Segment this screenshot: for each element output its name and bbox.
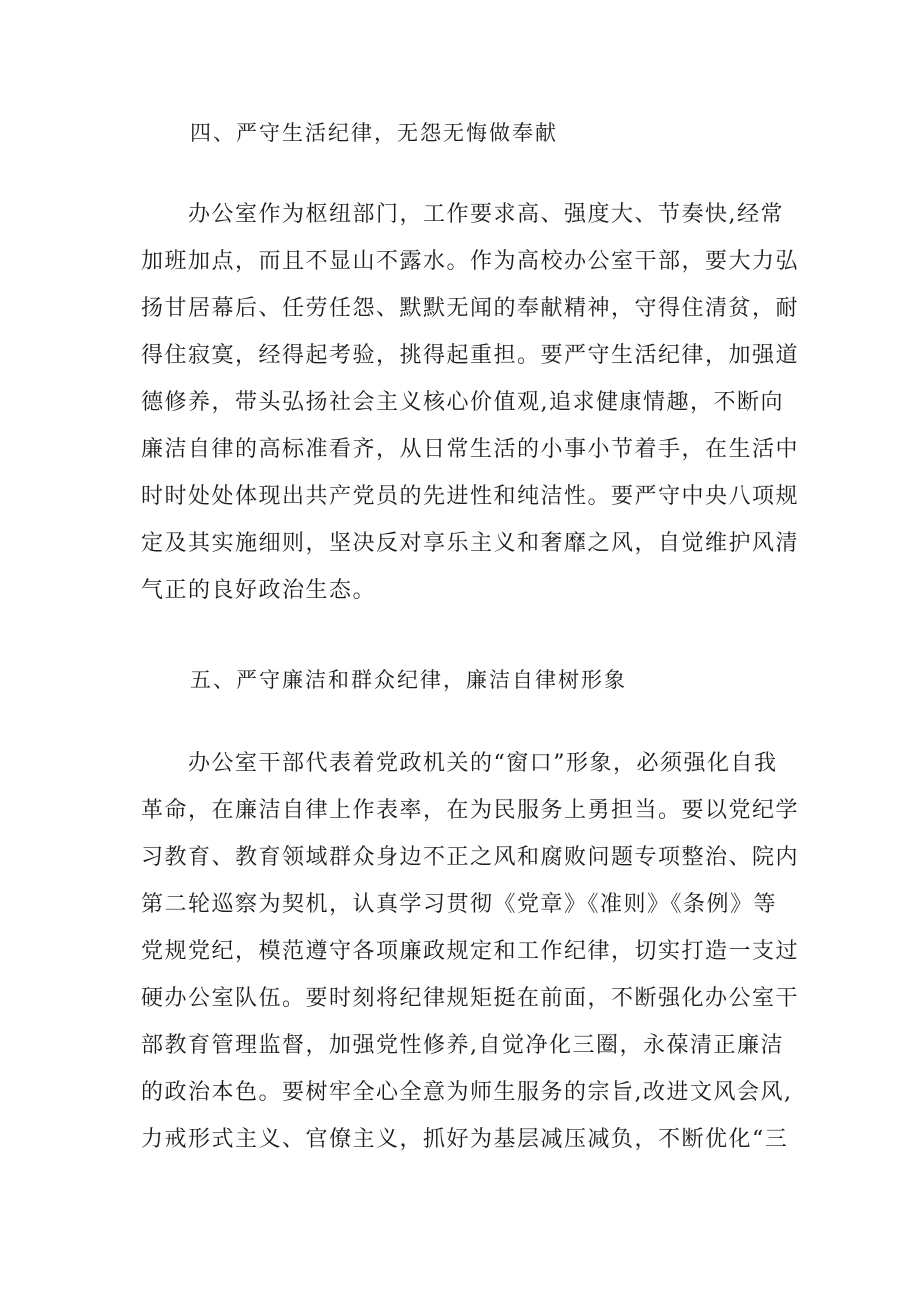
paragraph-line: 扬甘居幕后、任劳任怨、默默无闻的奉献精神，守得住清贫，耐 [141,296,800,321]
paragraph-line: 廉洁自律的高标准看齐，从日常生活的小事小节着手，在生活中 [141,437,800,462]
paragraph-line: 第二轮巡察为契机，认真学习贯彻《党章》《准则》《条例》等 [141,892,778,917]
paragraph-line: 德修养，带头弘扬社会主义核心价值观,追求健康情趣，不断向 [141,390,784,415]
paragraph-line: 部教育管理监督，加强党性修养,自觉净化三圈，永葆清正廉洁 [141,1033,784,1058]
paragraph-line: 办公室作为枢纽部门，工作要求高、强度大、节奏快,经常 [188,202,784,227]
section-4-paragraph [141,191,800,614]
paragraph-line: 加班加点，而且不显山不露水。作为高校办公室干部，要大力弘 [141,249,800,274]
paragraph-line: 的政治本色。要树牢全心全意为师生服务的宗旨,改进文风会风, [141,1080,793,1105]
paragraph-line: 气正的良好政治生态。 [141,578,377,603]
paragraph-line: 定及其实施细则，坚决反对享乐主义和奢靡之风，自觉维护风清 [141,531,800,556]
paragraph-line: 得住寂寞，经得起考验，挑得起重担。要严守生活纪律，加强道 [141,343,800,368]
paragraph-line: 办公室干部代表着党政机关的“窗口”形象，必须强化自我 [188,751,778,776]
section-5-paragraph [141,740,800,1163]
paragraph-line: 硬办公室队伍。要时刻将纪律规矩挺在前面，不断强化办公室干 [141,986,800,1011]
section-4-heading: 四、严守生活纪律，无怨无悔做奉献 [190,121,558,145]
paragraph-line: 时时处处体现出共产党员的先进性和纯洁性。要严守中央八项规 [141,484,800,509]
paragraph-line: 习教育、教育领域群众身边不正之风和腐败问题专项整治、院内 [141,845,800,870]
paragraph-line: 党规党纪，模范遵守各项廉政规定和工作纪律，切实打造一支过 [141,939,800,964]
paragraph-line: 力戒形式主义、官僚主义，抓好为基层减压减负，不断优化“三 [141,1127,789,1152]
section-5-heading: 五、严守廉洁和群众纪律，廉洁自律树形象 [190,668,627,692]
paragraph-line: 革命，在廉洁自律上作表率，在为民服务上勇担当。要以党纪学 [141,798,800,823]
